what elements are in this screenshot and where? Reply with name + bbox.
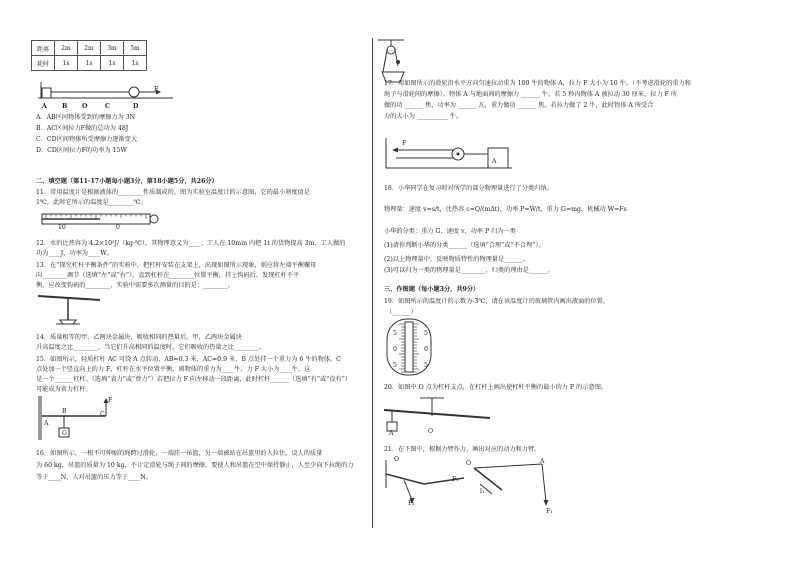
option-a: A．AB区间物体受到的摩擦力为 3N xyxy=(36,114,136,121)
tick-label: 0 xyxy=(116,224,120,231)
point-label: B xyxy=(62,408,67,415)
table-cell: 2m xyxy=(55,41,78,56)
point-label: O xyxy=(394,456,400,463)
option-d: D．CD区间拉力F的功率为 15W xyxy=(36,147,127,154)
question-line: 15．如图所示，轻质杠杆 AC 可绕 A 点转动，AB=0.3 米，AC=0.9 米，B 点处挂一个重力为 6 牛的物体，C xyxy=(36,356,341,363)
block-label: A xyxy=(492,158,497,165)
point-label: C xyxy=(105,103,110,110)
table-cell: 耗时 xyxy=(32,56,55,71)
question-line: 1℃，此时它所示的温度是________℃。 xyxy=(36,199,147,206)
point-label: O xyxy=(82,103,88,110)
table-cell: 3m xyxy=(101,41,124,56)
tick-label: 5 xyxy=(393,362,397,369)
question-line: 是一个______杠杆。（选填“省力”或“费力”）若把拉力 F 向左移动一段距离，此时杠杆______（选填“有”或“没有”） xyxy=(36,376,352,383)
point-label: O xyxy=(428,428,434,435)
question-line: 为 60 kg，吊篮的质量为 10 kg，不计定滑轮与绳子间的摩擦，要使人和吊篮在空中保持静止，人至少向下拉绳的力 xyxy=(36,462,354,469)
point-label: O xyxy=(466,460,472,467)
question-line: 点处加一个竖直向上的力 F，杠杆在水平位置平衡，则物体的重力为____牛，力 F 大小为____牛，这 xyxy=(36,366,311,373)
question-line: 12．水的比热容为 4.2×10³J/（kg·℃），其物理意义为____；工人在 10min 内把 1t 的货物提高 3m，工人做的 xyxy=(36,240,346,247)
section-title: 三、作图题（每小题3分，共9分） xyxy=(384,286,480,293)
table-row xyxy=(32,56,147,71)
table-cell: 2m xyxy=(78,41,101,56)
point-label: A xyxy=(540,458,545,465)
tick-label: 0 xyxy=(424,346,428,353)
question-line: 11．常用温度计是根据液体的________性质制成的。图为实验室温度计的示意图，它的最小刻度值是 xyxy=(36,189,310,196)
distance-time-table xyxy=(31,40,147,71)
question-line: （______） xyxy=(386,309,417,316)
point-label: G xyxy=(62,430,67,437)
question-line: 19．如图所示的温度计的示数为-3℃，请在该温度计的玻璃管内画出液面的位置。 xyxy=(384,298,610,305)
q20-lever-figure xyxy=(384,396,494,438)
q15-lever-figure xyxy=(38,396,118,444)
lever-stand-figure xyxy=(38,290,108,330)
force-label: F₂ xyxy=(408,500,415,507)
tick-label: 5 xyxy=(393,330,397,337)
block-a xyxy=(488,148,508,168)
tick-label: 0 xyxy=(393,346,397,353)
question-line: 功为____J，功率为____W。 xyxy=(36,250,113,257)
table-cell: 1s xyxy=(101,56,124,71)
question-line: (2)以上物理量中，反映物质特性的物理量是______。 xyxy=(384,256,529,263)
point-label: D xyxy=(133,103,139,110)
question-line: 可能成为省力杠杆。 xyxy=(36,386,92,393)
question-line: 17．用如图所示的滑轮沿水平方向匀速拉动重为 100 牛的物体 A，拉力 F 大小为 10 牛。（不考虑滑轮的重力和 xyxy=(384,80,691,87)
tick-label: 5 xyxy=(424,330,428,337)
q21-figure-left xyxy=(384,458,474,508)
question-line: 13．在“探究杠杆平衡条件”的实验中，把杠杆安装在支架上，出现如图所示现象，则应将左端平衡螺母 xyxy=(36,262,317,269)
question-line: 衡，应改变钩码的________，实验中需要多次测量的目的是：________。 xyxy=(36,282,234,289)
q21-figure-right xyxy=(470,460,550,510)
tick-label: 5 xyxy=(424,362,428,369)
point-label: B xyxy=(62,103,68,110)
force-label: F₁ xyxy=(546,508,553,515)
point-label: C xyxy=(100,411,105,418)
pulley-basket-figure xyxy=(378,38,408,84)
question-line: 14．质量相等的甲、乙两块金属块，吸收相同的热量后，甲，乙两块金属块 xyxy=(36,334,242,341)
table-cell: 5m xyxy=(124,41,147,56)
table-row xyxy=(32,41,147,56)
force-label: F₁ xyxy=(452,476,459,483)
question-line: 等于____N，人对吊篮的压力等于____N。 xyxy=(36,474,153,481)
question-line: 21．在下图中，根据力臂作力，画出对应的动力和力臂。 xyxy=(384,446,541,453)
question-line: 16．如图所示，一根不可伸缩的绳跨过滑轮，一端挂一吊篮，另一端被站在吊篮里的人拉住。设人的质量 xyxy=(36,450,323,457)
question-line: 绳子与滑轮间的摩擦）。物体 A 与地面间的摩擦力 ______ 牛。若 5 秒内物体 A 被拉动 30 厘米，拉力 F 所 xyxy=(384,91,678,98)
block xyxy=(42,88,51,98)
option-c: C．CD区间物体所受摩擦力逐渐变大 xyxy=(36,136,138,143)
question-line: (3)可以归为一类的物理量是________，归类的理由是______。 xyxy=(384,267,554,274)
pulley xyxy=(129,87,139,97)
table-cell: 1s xyxy=(124,56,147,71)
table-cell: 1s xyxy=(78,56,101,71)
column-divider xyxy=(372,38,373,528)
force-label: F xyxy=(154,86,159,93)
tick-label: 10 xyxy=(58,224,66,231)
point-label: A xyxy=(44,420,49,427)
question-line: 20．如图中 O 点为杠杆支点，在杠杆上画出使杠杆平衡的最小的力 F 的示意图。 xyxy=(384,384,608,391)
question-line: 小华的分类：重力 G、速度 v、功率 P 归为一类 xyxy=(384,228,516,235)
table-cell: 距离 xyxy=(32,41,55,56)
option-b: B．AC区间拉力F做的总功为 48J xyxy=(36,125,129,132)
section-title: 二、填空题（第11-17小题每小题3分，第18小题5分，共26分） xyxy=(36,178,218,185)
point-label: F xyxy=(108,397,113,404)
arm-label: l₁ xyxy=(480,488,485,495)
question-line: 做的功 ______ 焦，功率为 ______ 瓦，重力做功 ______ 焦。若拉力做了 2 牛，此时物体 A 所受合 xyxy=(384,102,654,109)
question-line: 向________调节（选填“左”或“右”），直到杠杆在________位置平衡，挂上钩码后，发现杠杆不平 xyxy=(36,272,300,279)
point-label: A xyxy=(389,430,394,437)
force-label: F xyxy=(402,140,407,147)
question-line: 力的大小为 __________ 牛。 xyxy=(384,113,463,120)
question-line: (1)请你判断小华的分类______（选填“合理”或“不合理”）。 xyxy=(384,242,545,249)
point-label: A xyxy=(42,103,47,110)
table-cell: 1s xyxy=(55,56,78,71)
question-line: 18．小华同学在复习时对所学的部分物理量进行了分类归纳。 xyxy=(384,185,553,192)
formula-line: 物理量：速度 v=s/t，比热容 c=Q/(mΔt)，功率 P=W/t，重力 G=mg，机械功 W=Fs xyxy=(384,206,627,213)
question-line: 升高温度之比________，当它们升高相同的温度时，它们吸收的热量之比________。 xyxy=(36,344,265,351)
